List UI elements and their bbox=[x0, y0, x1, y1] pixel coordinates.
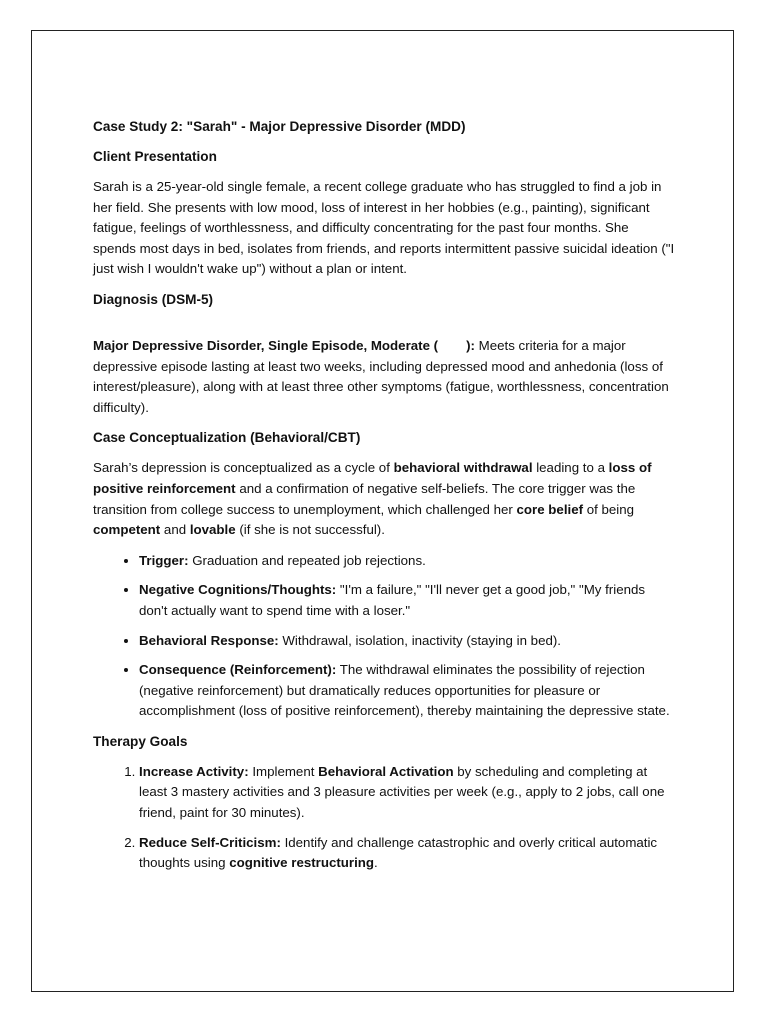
conceptualization-bold-term: loss of positive reinforcement bbox=[93, 460, 652, 496]
diagnosis-text bbox=[93, 336, 675, 418]
conceptualization-text-part: and a confirmation of negative self-beliefs. The core trigger was the transition from college success to unemployment, which challenged her bbox=[93, 480, 636, 517]
conceptualization-bold-term: behavioral withdrawal bbox=[393, 460, 533, 476]
therapy-goals-list bbox=[93, 762, 675, 874]
conceptualization-bullet-list bbox=[93, 551, 675, 722]
bullet-label: Trigger: bbox=[139, 552, 189, 568]
document-page bbox=[31, 30, 734, 992]
conceptualization-bold-term: lovable bbox=[189, 522, 236, 538]
bullet-text: The withdrawal eliminates the possibility of rejection (negative reinforcement) but dramatically reduces opportunities for pleasure or accomplishment (loss of positive reinforcement), thereby maintaining the depressive state. bbox=[139, 662, 670, 719]
goal-label: Increase Activity: bbox=[139, 763, 249, 779]
conceptualization-bold-term: competent bbox=[93, 522, 161, 538]
conceptualization-heading: Case Conceptualization (Behavioral/CBT) bbox=[93, 430, 361, 446]
list-item bbox=[139, 833, 675, 874]
bullet-label: Consequence (Reinforcement): bbox=[139, 662, 337, 678]
diagnosis-close-paren: ): bbox=[466, 337, 475, 353]
case-title: Case Study 2: "Sarah" - Major Depressive Disorder (MDD) bbox=[93, 119, 466, 134]
list-item bbox=[139, 580, 675, 621]
bullet-label: Negative Cognitions/Thoughts: bbox=[139, 582, 337, 598]
goal-text: by scheduling and completing at least 3 mastery activities and 3 pleasure activities per week (e.g., apply to 2 jobs, call one friend, paint for 30 minutes). bbox=[139, 763, 665, 821]
goal-text: . bbox=[374, 855, 378, 871]
goal-bold-term: Behavioral Activation bbox=[318, 763, 454, 779]
list-item bbox=[139, 631, 675, 652]
diagnosis-label: Major Depressive Disorder, Single Episode, Moderate bbox=[93, 337, 430, 353]
therapy-goals-heading: Therapy Goals bbox=[93, 733, 188, 749]
list-item bbox=[139, 551, 675, 572]
diagnosis-spacer bbox=[93, 320, 675, 336]
conceptualization-text-part: Sarah’s depression is conceptualized as a cycle of bbox=[93, 460, 394, 476]
goal-text: Identify and challenge catastrophic and overly critical automatic thoughts using bbox=[139, 834, 658, 871]
list-item bbox=[139, 762, 675, 824]
bullet-text: "I'm a failure," "I'll never get a good job," "My friends don't actually want to spend time with a loser." bbox=[139, 582, 646, 618]
client-presentation-heading: Client Presentation bbox=[93, 149, 217, 164]
bullet-label: Behavioral Response: bbox=[139, 632, 279, 648]
bullet-text: Withdrawal, isolation, inactivity (staying in bed). bbox=[278, 632, 561, 648]
diagnosis-description: Meets criteria for a major depressive episode lasting at least two weeks, including depressed mood and anhedonia (loss of interest/pleasure), along with at least three other symptoms (fatigue, worthlessness, concentration difficulty). bbox=[93, 337, 669, 415]
diagnosis-heading: Diagnosis (DSM-5) bbox=[93, 291, 214, 307]
conceptualization-text-part: and bbox=[160, 522, 190, 538]
conceptualization-text bbox=[93, 458, 675, 540]
goal-text: Implement bbox=[248, 763, 319, 779]
goal-bold-term: cognitive restructuring bbox=[229, 855, 375, 871]
conceptualization-text-part: of being bbox=[583, 501, 635, 517]
diagnosis-open-paren: ( bbox=[429, 337, 439, 353]
conceptualization-text-part: (if she is not successful). bbox=[235, 522, 385, 538]
client-presentation-text: Sarah is a 25-year-old single female, a recent college graduate who has struggled to find a job in her field. She presents with low mood, loss of interest in her hobbies (e.g., painting), significant fatigue, feelings of worthlessness, and difficulty concentrating for the past four months. She spends most days in bed, isolates from friends, and reports intermittent passive suicidal ideation ("I just wish I wouldn't wake up") without a plan or intent. bbox=[93, 179, 675, 277]
bullet-text: Graduation and repeated job rejections. bbox=[188, 552, 426, 568]
conceptualization-bold-term: core belief bbox=[516, 501, 584, 517]
document-content bbox=[93, 117, 675, 884]
list-item bbox=[139, 660, 675, 722]
goal-label: Reduce Self-Criticism: bbox=[139, 834, 281, 850]
conceptualization-text-part: leading to a bbox=[532, 460, 609, 476]
